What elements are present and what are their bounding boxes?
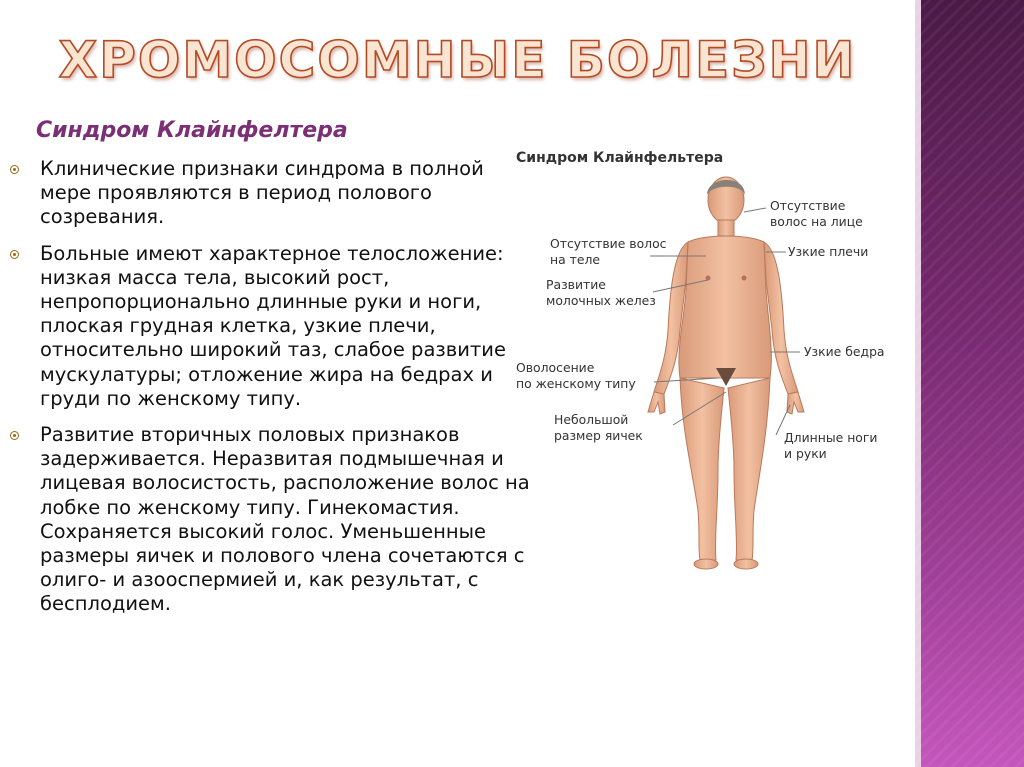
right-foot: [734, 559, 758, 569]
bullet-text: Больные имеют характерное телосложение: низкая масса тела, высокий рост, непропорционально длинные руки и ноги, плоская грудная клетка, узкие плечи, относительно широкий таз, слабое развитие мускулатуры; отложение жира на бедрах и груди по женскому типу.: [40, 241, 506, 410]
bullet-list: [8, 157, 538, 629]
circle-dot-icon: [10, 165, 19, 174]
label-long-limbs: Длинные ноги и руки: [784, 430, 878, 461]
label-facial-hair: Отсутствие волос на лице: [770, 198, 863, 229]
bullet-item: [8, 423, 538, 617]
label-narrow-hips: Узкие бедра: [804, 344, 885, 359]
nipple-left: [706, 276, 711, 281]
pointer-facial-hair: [744, 208, 766, 212]
right-hand: [787, 392, 804, 414]
side-decoration-band: [915, 0, 1024, 767]
circle-dot-icon: [10, 431, 19, 440]
figure-title: Синдром Клайнфельтера: [516, 150, 724, 166]
bullet-text: Клинические признаки синдрома в полной мере проявляются в период полового созревания.: [40, 157, 484, 229]
left-foot: [694, 559, 718, 569]
neck: [718, 220, 734, 236]
bullet-item: [8, 157, 538, 230]
left-leg: [680, 378, 724, 560]
label-narrow-shoulders: Узкие плечи: [788, 244, 869, 259]
anatomy-figure: [508, 140, 908, 580]
label-body-hair: Отсутствие волос на теле: [550, 236, 667, 267]
slide-subtitle: Синдром Клайнфелтера: [36, 118, 348, 143]
right-leg: [728, 378, 770, 560]
slide-title: ХРОМОСОМНЫЕ БОЛЕЗНИ: [58, 31, 857, 89]
bullet-item: [8, 242, 538, 411]
label-breast: Развитие молочных желез: [546, 277, 656, 308]
torso: [679, 236, 771, 378]
circle-dot-icon: [10, 250, 19, 259]
nipple-right: [742, 276, 747, 281]
left-hand: [648, 392, 665, 414]
label-small-testes: Небольшой размер яичек: [554, 412, 643, 443]
side-band-stripes: [915, 0, 1024, 767]
label-pubic-hair: Оволосение по женскому типу: [516, 360, 636, 391]
bullet-text: Развитие вторичных половых признаков задерживается. Неразвитая подмышечная и лицевая волосистость, расположение волос на лобке по женскому типу. Гинекомастия. Сохраняется высокий голос. Уменьшенные размеры яичек и полового члена сочетаются с олиго- и азооспермией и, как результат, с бесплодием.: [40, 423, 530, 616]
